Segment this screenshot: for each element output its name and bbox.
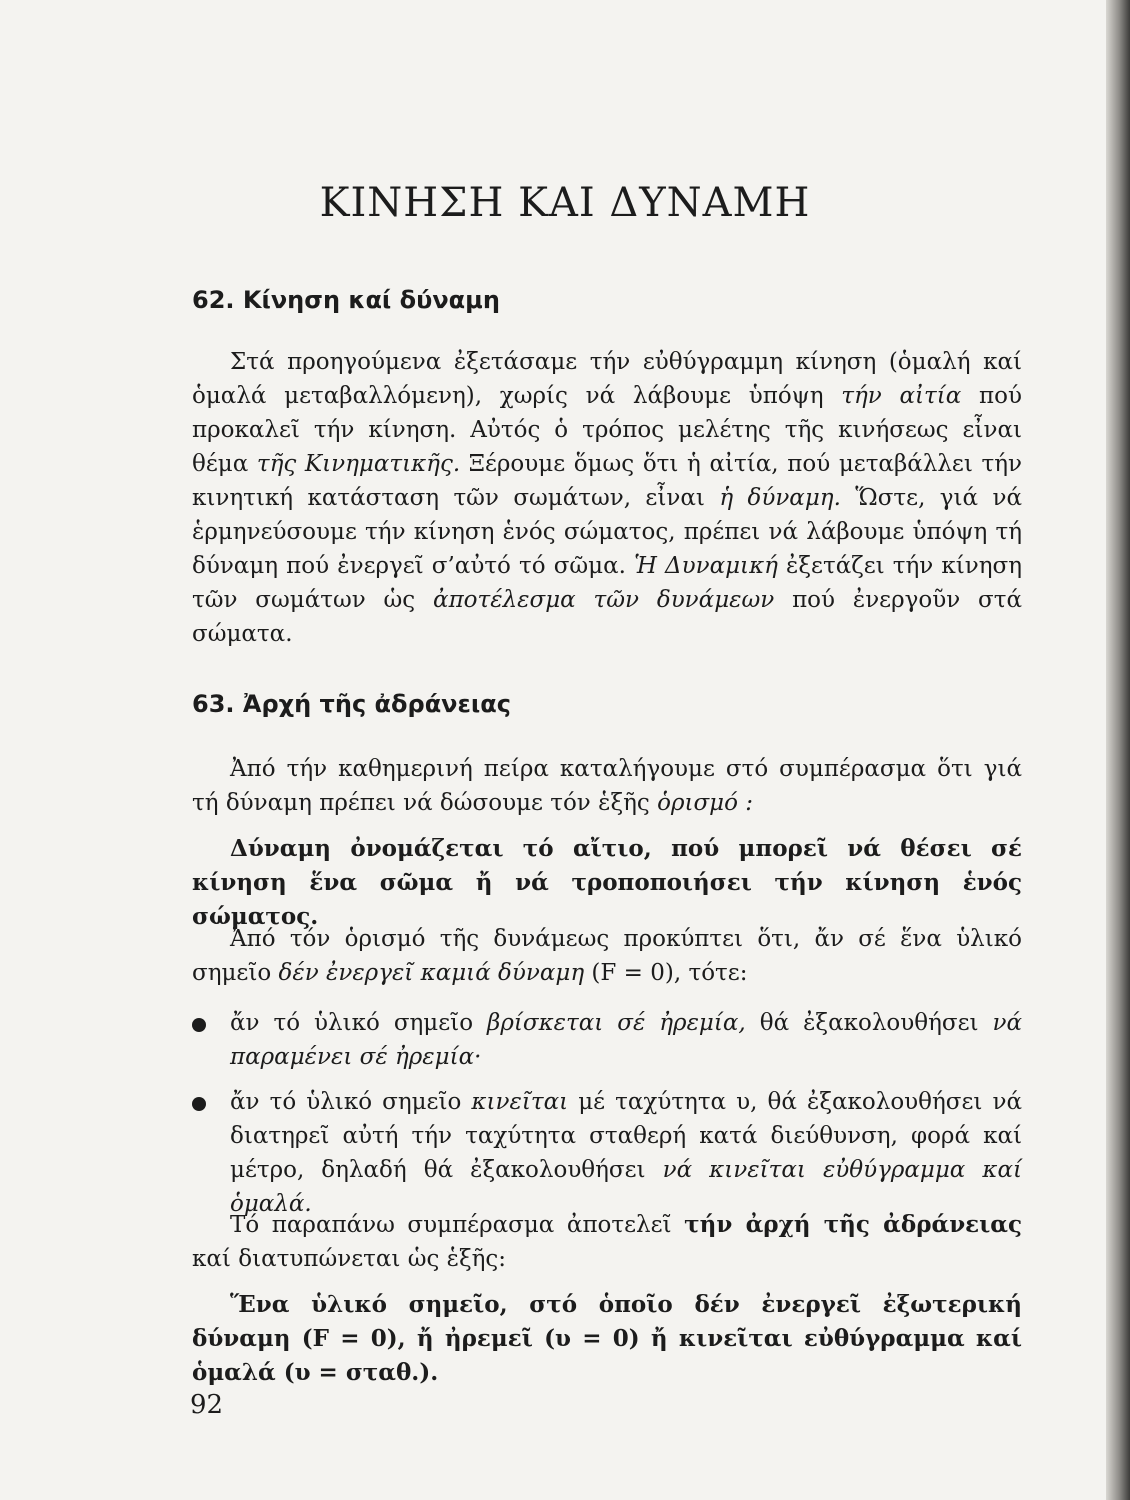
section-63-paragraph-3: Τό παραπάνω συμπέρασμα ἀποτελεῖ τήν ἀρχή τῆς ἀδράνειας καί διατυπώνεται ὡς ἑξῆς: xyxy=(192,1211,1022,1272)
section-63-paragraph-2: Ἀπό τόν ὁρισμό τῆς δυνάμεως προκύπτει ὅτι, ἄν σέ ἕνα ὑλικό σημεῖο δέν ἐνεργεῖ καμιά δύναμη (F = 0), τότε: xyxy=(192,926,1022,986)
page-title: ΚΙΝΗΣΗ ΚΑΙ ΔΥΝΑΜΗ xyxy=(319,180,811,226)
page-number: 92 xyxy=(190,1390,224,1420)
law-of-inertia: Ἕνα ὑλικό σημεῖο, στό ὁποῖο δέν ἐνεργεῖ ἐξωτερική δύναμη (F = 0), ἤ ἠρεμεῖ (υ = 0) ἤ κινεῖται εὐθύγραμμα καί ὁμαλά (υ = σταθ.). xyxy=(192,1291,1022,1386)
bullet-at-rest: ἄν τό ὑλικό σημεῖο βρίσκεται σέ ἠρεμία, θά ἐξακολουθήσει νά παραμένει σέ ἠρεμία· xyxy=(190,1006,1022,1074)
section-62-paragraph: Στά προηγούμενα ἐξετάσαμε τήν εὐθύγραμμη κίνηση (ὁμαλή καί ὁμαλά μεταβαλλόμενη), χωρίς νά λάβουμε ὑπόψη τήν αἰτία πού προκαλεῖ τήν κίνηση. Αὐτός ὁ τρόπος μελέτης τῆς κινήσεως εἶναι θέμα τῆς Κινηματικῆς. Ξέρουμε ὅμως ὅτι ἡ αἰτία, πού μεταβάλλει τήν κινητική κατάσταση τῶν σωμάτων, εἶναι ἡ δύναμη. Ὥστε, γιά νά ἑρμηνεύσουμε τήν κίνηση ἑνός σώματος, πρέπει νά λάβουμε ὑπόψη τή δύναμη πού ἐνεργεῖ σ’αὐτό τό σῶμα. Ἡ Δυναμική ἐξετάζει τήν κίνηση τῶν σωμάτων ὡς ἀποτέλεσμα τῶν δυνάμεων πού ἐνεργοῦν στά σώματα. xyxy=(192,349,1023,647)
bullet-dot-icon xyxy=(192,1018,206,1032)
force-definition: Δύναμη ὀνομάζεται τό αἴτιο, πού μπορεῖ νά θέσει σέ κίνηση ἕνα σῶμα ἤ νά τροποποιήσει τήν κίνηση ἑνός σώματος. xyxy=(192,835,1022,930)
bullet-dot-icon xyxy=(192,1097,206,1111)
bullet-moving: ἄν τό ὑλικό σημεῖο κινεῖται μέ ταχύτητα υ, θά ἐξακολουθήσει νά διατηρεῖ αὐτή τήν ταχύτητα σταθερή κατά διεύθυνση, φορά καί μέτρο, δηλαδή θά ἐξακολουθήσει νά κινεῖται εὐθύγραμμα καί ὁμαλά. xyxy=(190,1085,1022,1221)
section-63-intro: Ἀπό τήν καθημερινή πείρα καταλήγουμε στό συμπέρασμα ὅτι γιά τή δύναμη πρέπει νά δώσουμε τόν ἑξῆς ὁρισμό : xyxy=(192,756,1022,816)
section-62-heading: 62. Κίνηση καί δύναμη xyxy=(192,286,500,314)
section-63-heading: 63. Ἀρχή τῆς ἀδράνειας xyxy=(192,690,511,718)
